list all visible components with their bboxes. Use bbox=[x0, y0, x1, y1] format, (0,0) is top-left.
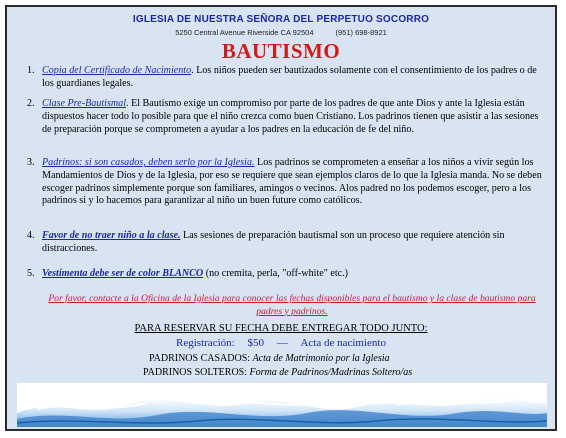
church-name: IGLESIA DE NUESTRA SEÑORA DEL PERPETUO SOCORRO bbox=[132, 14, 430, 25]
item-heading: Vestimenta debe ser de color BLANCO bbox=[42, 268, 204, 279]
padrinos-label: PADRINOS CASADOS: bbox=[149, 353, 251, 364]
requirement-item-5 bbox=[27, 268, 547, 281]
padrinos-married-line bbox=[149, 353, 390, 364]
page-title: BAUTISMO bbox=[221, 39, 341, 63]
water-wave-image bbox=[17, 383, 547, 427]
requirement-item-2 bbox=[27, 98, 547, 136]
registration-line bbox=[7, 337, 555, 349]
item-heading: Clase Pre-Bautismal bbox=[42, 98, 127, 109]
padrinos-single-line bbox=[143, 367, 412, 378]
requirement-item-1 bbox=[27, 65, 547, 91]
contact-notice: Por favor, contacte a la Oficina de la Iglesia para conocer las fechas disponibles para el bautismo y la clase de bautismo para padres y padrinos. bbox=[48, 293, 536, 317]
item-number: 5. bbox=[27, 268, 35, 279]
registration-label: Registración: bbox=[176, 337, 235, 349]
item-text: . El Bautismo exige un compromiso por parte de los padres de que ante Dios y ante la Iglesia están dispuestos hacer todo lo posible para que el niño crezca como buen Cristiano. Los padrinos tienen que asistir a las sesiones de preparación porque se comprometen a ayudar a los padres en la educación de fe del niño. bbox=[42, 98, 539, 135]
phone-number: (951) 698-8921 bbox=[335, 28, 387, 37]
item-text: . Los niños pueden ser bautizados solamente con el consentimiento de los padres o de los guardianes legales. bbox=[42, 65, 537, 89]
registration-dash: — bbox=[276, 337, 288, 349]
item-text: Las sesiones de preparación bautismal son un proceso que requiere atención sin distracciones. bbox=[42, 230, 505, 254]
item-text: (no cremita, perla, "off-white" etc.) bbox=[203, 268, 349, 279]
item-heading: Padrinos: si son casados, deben serlo por la Iglesia. bbox=[42, 157, 255, 168]
item-number: 4. bbox=[27, 230, 35, 241]
item-number: 2. bbox=[27, 98, 35, 109]
requirement-item-4 bbox=[27, 230, 547, 256]
requirement-item-3 bbox=[27, 157, 547, 208]
padrinos-document: Acta de Matrimonio por la Iglesia bbox=[252, 353, 390, 364]
flyer-frame bbox=[5, 5, 557, 431]
address-line bbox=[7, 28, 555, 37]
padrinos-label: PADRINOS SOLTEROS: bbox=[143, 367, 248, 378]
padrinos-document: Forma de Padrinos/Madrinas Soltero/as bbox=[249, 367, 413, 378]
item-heading: Favor de no traer niño a la clase. bbox=[42, 230, 181, 241]
item-number: 1. bbox=[27, 65, 35, 76]
reserve-heading: PARA RESERVAR SU FECHA DEBE ENTREGAR TODO JUNTO: bbox=[134, 323, 428, 334]
registration-amount: $50 bbox=[247, 337, 264, 349]
item-number: 3. bbox=[27, 157, 35, 168]
registration-document: Acta de nacimiento bbox=[300, 337, 386, 349]
item-text: Los padrinos se comprometen a enseñar a los niños a vivir según los Mandamientos de Dios y de la Iglesia, por eso se requiere que sean ejemplos claros de lo que la Iglesia manda. No se deben escoger padrinos simplemente porque son familiares, amingos o vecinos. Alos padred no los podemos escoger, pero a los padrinos si y lo hacemos para garantizar al niño un buen future como católicos. bbox=[42, 157, 542, 207]
item-heading: Copia del Certificado de Nacimiento bbox=[42, 65, 192, 76]
street-address: 5250 Central Avenue Riverside CA 92504 bbox=[175, 28, 314, 37]
